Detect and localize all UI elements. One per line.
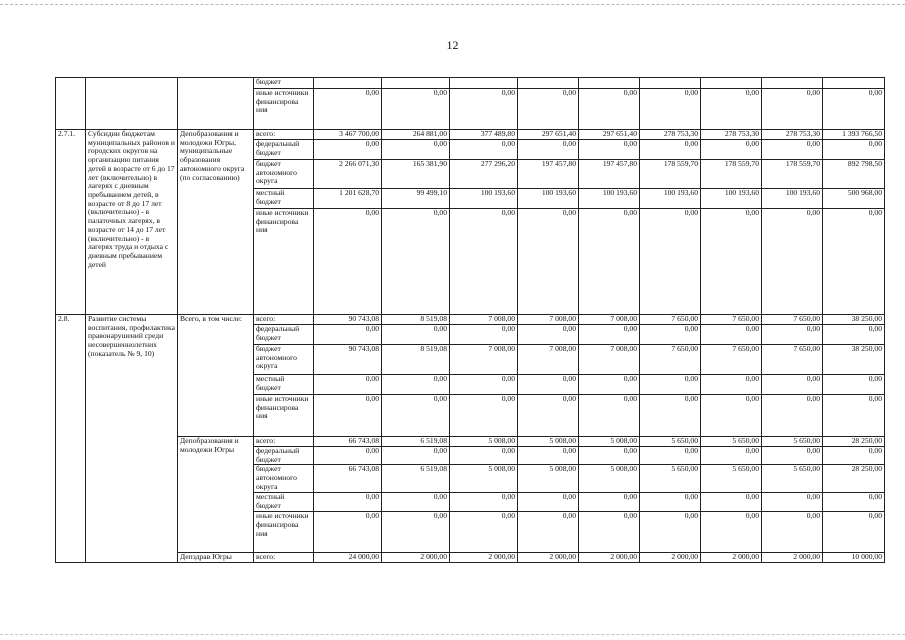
- table-row: [56, 130, 885, 140]
- value-cell: 28 250,00: [823, 437, 885, 447]
- value-cell: 24 000,00: [314, 553, 382, 563]
- value-cell: 0,00: [450, 375, 518, 395]
- value-cell: 0,00: [382, 140, 450, 160]
- value-cell: 5 650,00: [640, 437, 701, 447]
- source-label: всего:: [254, 315, 314, 325]
- value-cell: 0,00: [701, 493, 762, 512]
- table-row: [56, 437, 885, 447]
- value-cell: 7 008,00: [450, 345, 518, 375]
- cell-responsible: Депобразования и молодежи Югры, муниципальные образования автономного округа (по согласованию): [178, 130, 254, 315]
- value-cell: 0,00: [762, 209, 823, 315]
- value-cell: 28 250,00: [823, 465, 885, 493]
- source-label: местный бюджет: [254, 189, 314, 209]
- value-cell: 0,00: [518, 512, 579, 553]
- value-cell: 178 559,70: [640, 160, 701, 189]
- value-cell: 7 650,00: [640, 315, 701, 325]
- value-cell: 0,00: [762, 493, 823, 512]
- cell-resp: [178, 78, 254, 130]
- source-label: бюджет автономного округа: [254, 160, 314, 189]
- value-cell: 8 519,08: [382, 315, 450, 325]
- value-cell: 297 651,40: [579, 130, 640, 140]
- source-label: бюджет автономного округа: [254, 345, 314, 375]
- value-cell: 178 559,70: [701, 160, 762, 189]
- value-cell: 2 266 071,30: [314, 160, 382, 189]
- value-cell: 0,00: [579, 395, 640, 437]
- source-label: всего:: [254, 437, 314, 447]
- value-cell: 3 467 700,00: [314, 130, 382, 140]
- value-cell: 7 008,00: [579, 345, 640, 375]
- value-cell: 7 008,00: [518, 315, 579, 325]
- value-cell: 66 743,08: [314, 437, 382, 447]
- value-cell: 90 743,08: [314, 315, 382, 325]
- value-cell: 0,00: [762, 447, 823, 465]
- value-cell: 0,00: [762, 140, 823, 160]
- source-label: бюджет автономного округа: [254, 465, 314, 493]
- value-cell: 0,00: [314, 140, 382, 160]
- value-cell: 0,00: [762, 325, 823, 345]
- value-cell: 2 000,00: [579, 553, 640, 563]
- value-cell: 5 008,00: [518, 437, 579, 447]
- table-row: [56, 315, 885, 325]
- value-cell: 5 008,00: [518, 465, 579, 493]
- value-cell: 0,00: [823, 209, 885, 315]
- value-cell: 6 519,08: [382, 437, 450, 447]
- value-cell: 0,00: [823, 493, 885, 512]
- source-label: иные источники финансирова ния: [254, 395, 314, 437]
- value-cell: 0,00: [518, 140, 579, 160]
- value-cell: 278 753,30: [762, 130, 823, 140]
- value-cell: 0,00: [518, 447, 579, 465]
- value-cell: 0,00: [701, 375, 762, 395]
- value-cell: 0,00: [314, 89, 382, 130]
- value-cell: 278 753,30: [640, 130, 701, 140]
- value-cell: 100 193,60: [640, 189, 701, 209]
- value-cell: 2 000,00: [382, 553, 450, 563]
- value-cell: 7 650,00: [701, 345, 762, 375]
- budget-table: [55, 77, 885, 563]
- table-row: [56, 553, 885, 563]
- value-cell: 0,00: [518, 493, 579, 512]
- cell-name: Субсидии бюджетам муниципальных районов и городских округов на организацию питания детей в возрасте от 6 до 17 лет (включительно) в лагерях с дневным пребыванием детей, в возрасте от 8 до 17 лет (включительно) - в палаточных лагерях, в возрасте от 14 до 17 лет (включительно) - в лагерях труда и отдыха с дневным пребыванием детей: [86, 130, 178, 315]
- value-cell: 0,00: [450, 395, 518, 437]
- value-cell: 6 519,08: [382, 465, 450, 493]
- value-cell: 0,00: [314, 375, 382, 395]
- value-cell: 5 650,00: [701, 437, 762, 447]
- value-cell: 0,00: [579, 89, 640, 130]
- value-cell: 0,00: [823, 140, 885, 160]
- value-cell: 7 008,00: [518, 345, 579, 375]
- value-cell: 0,00: [823, 325, 885, 345]
- value-cell: 0,00: [579, 447, 640, 465]
- value-cell: 2 000,00: [518, 553, 579, 563]
- cell-responsible: Всего, в том числе:: [178, 315, 254, 437]
- value-cell: 0,00: [640, 395, 701, 437]
- cell-num: [56, 78, 86, 130]
- source-label: федеральный бюджет: [254, 140, 314, 160]
- value-cell: 0,00: [762, 512, 823, 553]
- value-cell: 0,00: [314, 395, 382, 437]
- source-label: иные источники финансирова ния: [254, 512, 314, 553]
- source-label: местный бюджет: [254, 375, 314, 395]
- value-cell: 0,00: [314, 493, 382, 512]
- value-cell: 8 519,08: [382, 345, 450, 375]
- value-cell: 100 193,60: [701, 189, 762, 209]
- value-cell: 7 008,00: [579, 315, 640, 325]
- value-cell: 5 650,00: [762, 437, 823, 447]
- source-label: федеральный бюджет: [254, 325, 314, 345]
- value-cell: 0,00: [823, 447, 885, 465]
- value-cell: 10 000,00: [823, 553, 885, 563]
- value-cell: 178 559,70: [762, 160, 823, 189]
- value-cell: 0,00: [382, 447, 450, 465]
- value-cell: 0,00: [579, 512, 640, 553]
- value-cell: 0,00: [450, 512, 518, 553]
- value-cell: 100 193,60: [579, 189, 640, 209]
- value-cell: 0,00: [640, 140, 701, 160]
- value-cell: 7 650,00: [762, 315, 823, 325]
- value-cell: 0,00: [382, 395, 450, 437]
- value-cell: 0,00: [450, 140, 518, 160]
- value-cell: 0,00: [579, 493, 640, 512]
- value-cell: 197 457,80: [518, 160, 579, 189]
- value-cell: 0,00: [823, 89, 885, 130]
- value-cell: 0,00: [823, 512, 885, 553]
- value-cell: 7 650,00: [701, 315, 762, 325]
- value-cell: 0,00: [382, 89, 450, 130]
- value-cell: 0,00: [382, 493, 450, 512]
- value-cell: 0,00: [450, 493, 518, 512]
- value-cell: 0,00: [450, 209, 518, 315]
- scan-edge-bottom: [0, 634, 905, 636]
- cell-responsible: Депздрав Югры: [178, 553, 254, 563]
- page-number: 12: [446, 38, 459, 52]
- cell-name: [86, 78, 178, 130]
- value-cell: 7 008,00: [450, 315, 518, 325]
- value-cell: 0,00: [382, 209, 450, 315]
- value-cell: 0,00: [640, 493, 701, 512]
- value-cell: 277 296,20: [450, 160, 518, 189]
- value-cell: 0,00: [762, 395, 823, 437]
- value-cell: 5 650,00: [640, 465, 701, 493]
- value-cell: 0,00: [382, 512, 450, 553]
- cell-name: Развитие системы воспитания, профилактика правонарушений среди несовершеннолетних (показатель № 9, 10): [86, 315, 178, 563]
- value-cell: 0,00: [640, 512, 701, 553]
- value-cell: 0,00: [450, 447, 518, 465]
- value-cell: 0,00: [640, 89, 701, 130]
- source-label: всего:: [254, 553, 314, 563]
- value-cell: 100 193,60: [518, 189, 579, 209]
- value-cell: 0,00: [701, 89, 762, 130]
- value-cell: 0,00: [701, 512, 762, 553]
- value-cell: 0,00: [518, 209, 579, 315]
- value-cell: 7 650,00: [762, 345, 823, 375]
- value-cell: 892 798,50: [823, 160, 885, 189]
- value-cell: 0,00: [762, 89, 823, 130]
- value-cell: 100 193,60: [762, 189, 823, 209]
- value-cell: 0,00: [701, 140, 762, 160]
- value-cell: 0,00: [518, 375, 579, 395]
- cell-responsible: Депобразования и молодежи Югры: [178, 437, 254, 553]
- source-label: всего:: [254, 130, 314, 140]
- value-cell: 0,00: [314, 512, 382, 553]
- value-cell: 197 457,80: [579, 160, 640, 189]
- value-cell: 0,00: [823, 395, 885, 437]
- value-cell: 0,00: [640, 209, 701, 315]
- value-cell: 2 000,00: [450, 553, 518, 563]
- value-cell: 0,00: [701, 325, 762, 345]
- value-cell: 0,00: [579, 375, 640, 395]
- value-cell: 0,00: [450, 325, 518, 345]
- value-cell: 38 250,00: [823, 345, 885, 375]
- value-cell: 0,00: [762, 375, 823, 395]
- value-cell: 7 650,00: [640, 345, 701, 375]
- source-label: иные источники финансирова ния: [254, 209, 314, 315]
- value-cell: 5 008,00: [579, 465, 640, 493]
- value-cell: 0,00: [640, 325, 701, 345]
- value-cell: 0,00: [701, 447, 762, 465]
- value-cell: 2 000,00: [701, 553, 762, 563]
- value-cell: 0,00: [314, 325, 382, 345]
- value-cell: 5 008,00: [450, 437, 518, 447]
- value-cell: 0,00: [640, 375, 701, 395]
- value-cell: 2 000,00: [762, 553, 823, 563]
- table-body: [56, 78, 885, 563]
- value-cell: 0,00: [579, 140, 640, 160]
- value-cell: 297 651,40: [518, 130, 579, 140]
- value-cell: 278 753,30: [701, 130, 762, 140]
- value-cell: 0,00: [450, 89, 518, 130]
- value-cell: 5 650,00: [762, 465, 823, 493]
- value-cell: 0,00: [518, 395, 579, 437]
- value-cell: 0,00: [823, 375, 885, 395]
- source-label: иные источники финансирова ния: [254, 89, 314, 130]
- value-cell: 90 743,08: [314, 345, 382, 375]
- value-cell: 165 381,90: [382, 160, 450, 189]
- value-cell: 0,00: [518, 325, 579, 345]
- source-label: бюджет: [254, 78, 314, 89]
- value-cell: 99 499,10: [382, 189, 450, 209]
- value-cell: 0,00: [382, 325, 450, 345]
- value-cell: 0,00: [640, 447, 701, 465]
- value-cell: 0,00: [314, 209, 382, 315]
- table-row: [56, 78, 885, 89]
- value-cell: 0,00: [518, 89, 579, 130]
- source-label: федеральный бюджет: [254, 447, 314, 465]
- value-cell: 0,00: [314, 447, 382, 465]
- cell-num: 2.8.: [56, 315, 86, 563]
- source-label: местный бюджет: [254, 493, 314, 512]
- value-cell: 5 008,00: [450, 465, 518, 493]
- value-cell: 38 250,00: [823, 315, 885, 325]
- value-cell: 500 968,00: [823, 189, 885, 209]
- scan-edge-top: [0, 4, 905, 6]
- value-cell: 5 008,00: [579, 437, 640, 447]
- value-cell: 100 193,60: [450, 189, 518, 209]
- value-cell: 0,00: [701, 209, 762, 315]
- value-cell: 1 201 628,70: [314, 189, 382, 209]
- value-cell: 377 489,80: [450, 130, 518, 140]
- value-cell: 66 743,08: [314, 465, 382, 493]
- value-cell: 0,00: [701, 395, 762, 437]
- cell-num: 2.7.1.: [56, 130, 86, 315]
- value-cell: 5 650,00: [701, 465, 762, 493]
- value-cell: 0,00: [382, 375, 450, 395]
- value-cell: 0,00: [579, 209, 640, 315]
- value-cell: 2 000,00: [640, 553, 701, 563]
- value-cell: 0,00: [579, 325, 640, 345]
- value-cell: 1 393 766,50: [823, 130, 885, 140]
- value-cell: 264 881,00: [382, 130, 450, 140]
